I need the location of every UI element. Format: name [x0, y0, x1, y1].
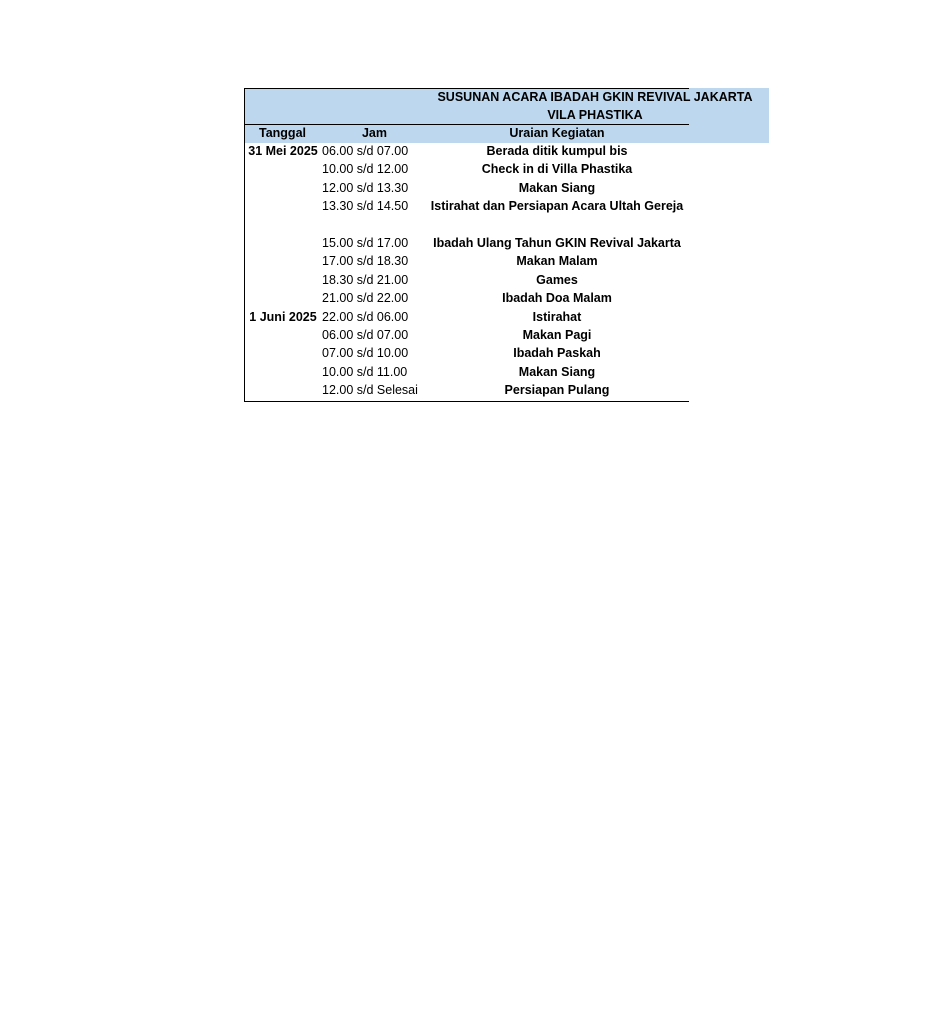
column-header-tanggal: Tanggal	[259, 126, 306, 140]
column-header-jam: Jam	[361, 126, 388, 140]
cell-jam: 18.30 s/d 21.00	[322, 272, 409, 287]
cell-uraian: Berada ditik kumpul bis	[486, 144, 628, 158]
table-row	[245, 308, 689, 326]
table-row	[245, 363, 689, 381]
cell-uraian: Ibadah Paskah	[513, 346, 601, 361]
cell-uraian: Persiapan Pulang	[504, 383, 610, 398]
cell-jam: 12.00 s/d 13.30	[322, 180, 409, 195]
column-header-uraian: Uraian Kegiatan	[509, 126, 605, 140]
cell-uraian: Makan Pagi	[522, 328, 592, 342]
cell-jam: 10.00 s/d 11.00	[322, 364, 408, 379]
schedule-sheet	[244, 88, 753, 402]
table-row	[245, 252, 689, 270]
schedule-title: SUSUNAN ACARA IBADAH GKIN REVIVAL JAKARTA	[437, 90, 753, 104]
table-row	[245, 271, 689, 289]
cell-jam: 22.00 s/d 06.00	[322, 309, 409, 324]
cell-uraian: Ibadah Ulang Tahun GKIN Revival Jakarta	[433, 236, 681, 250]
cell-jam: 12.00 s/d Selesai	[322, 383, 418, 398]
cell-jam: 21.00 s/d 22.00	[322, 291, 409, 306]
table-row	[245, 160, 689, 178]
table-row	[245, 179, 689, 197]
table-row	[245, 216, 689, 234]
cell-tanggal: 1 Juni 2025	[249, 309, 317, 324]
cell-jam: 06.00 s/d 07.00	[322, 144, 409, 158]
cell-jam: 15.00 s/d 17.00	[322, 236, 409, 250]
cell-jam: 07.00 s/d 10.00	[322, 346, 409, 361]
cell-jam: 13.30 s/d 14.50	[322, 199, 409, 214]
cell-uraian: Makan Siang	[518, 180, 596, 195]
cell-tanggal: 31 Mei 2025	[248, 144, 318, 158]
table-row	[245, 234, 689, 252]
table-row	[245, 344, 689, 362]
table-row	[245, 142, 689, 160]
cell-uraian: Ibadah Doa Malam	[502, 291, 612, 306]
cell-uraian: Check in di Villa Phastika	[481, 162, 633, 177]
cell-uraian: Istirahat dan Persiapan Acara Ultah Gereja	[430, 199, 684, 214]
table-row	[245, 326, 689, 344]
cell-uraian: Makan Siang	[518, 364, 596, 379]
table-row	[245, 381, 689, 399]
cell-jam: 06.00 s/d 07.00	[322, 328, 409, 342]
table-row	[245, 197, 689, 215]
cell-jam: 17.00 s/d 18.30	[322, 254, 409, 269]
cell-uraian: Istirahat	[532, 309, 582, 324]
schedule-subtitle: VILA PHASTIKA	[547, 108, 643, 122]
cell-uraian: Games	[536, 272, 578, 287]
table-row	[245, 289, 689, 307]
cell-jam: 10.00 s/d 12.00	[322, 162, 409, 177]
cell-uraian: Makan Malam	[516, 254, 598, 269]
